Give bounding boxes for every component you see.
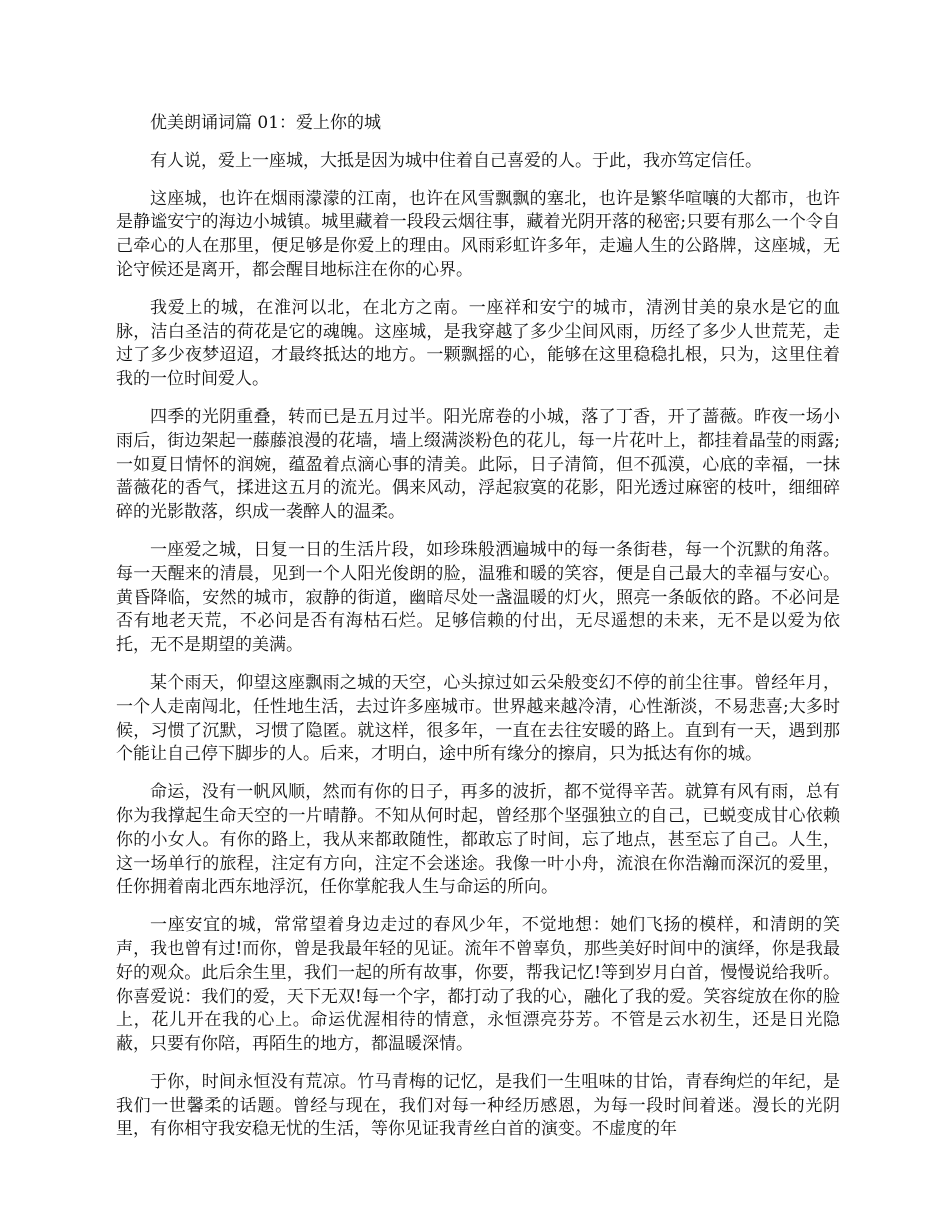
paragraph-5: 一座爱之城，日复一日的生活片段，如珍珠般洒遍城中的每一条街巷，每一个沉默的角落。每一天醒来的清晨，见到一个人阳光俊朗的脸，温雅和暖的笑容，便是自己最大的幸福与安心。黄昏降临，安然的城市，寂静的街道，幽暗尽处一盏温暖的灯火，照亮一条皈依的路。不必问是否有地老天荒，不必问是否有海枯石烂。足够信赖的付出，无尽遥想的未来，无不是以爱为依托，无不是期望的美满。 — [116, 539, 840, 656]
paragraph-2: 这座城，也许在烟雨濛濛的江南，也许在风雪飘飘的塞北，也许是繁华喧嚷的大都市，也许是静谧安宁的海边小城镇。城里藏着一段段云烟往事，藏着光阴开落的秘密;只要有那么一个令自己牵心的人在那里，便足够是你爱上的理由。风雨彩虹许多年，走遍人生的公路牌，这座城，无论守候还是离开，都会醒目地标注在你的心界。 — [116, 188, 840, 280]
paragraph-3: 我爱上的城，在淮河以北，在北方之南。一座祥和安宁的城市，清洌甘美的泉水是它的血脉，洁白圣洁的荷花是它的魂魄。这座城，是我穿越了多少尘间风雨，历经了多少人世荒芜，走过了多少夜梦迢迢，才最终抵达的地方。一颗飘摇的心，能够在这里稳稳扎根，只为，这里住着我的一位时间爱人。 — [116, 297, 840, 390]
paragraph-7: 命运，没有一帆风顺，然而有你的日子，再多的波折，都不觉得辛苦。就算有风有雨，总有你为我撑起生命天空的一片晴静。不知从何时起，曾经那个坚强独立的自己，已蜕变成甘心依赖你的小女人。有你的路上，我从来都敢随性，都敢忘了时间，忘了地点，甚至忘了自己。人生，这一场单行的旅程，注定有方向，注定不会迷途。我像一叶小舟，流浪在你浩瀚而深沉的爱里，任你拥着南北西东地浮沉，任你掌舵我人生与命运的所向。 — [116, 782, 840, 898]
paragraph-1: 有人说，爱上一座城，大抵是因为城中住着自己喜爱的人。于此，我亦笃定信任。 — [150, 150, 762, 171]
paragraph-9: 于你，时间永恒没有荒凉。竹马青梅的记忆，是我们一生咀味的甘饴，青春绚烂的年纪，是我们一世馨柔的话题。曾经与现在，我们对每一种经历感恩，为每一段时间着迷。漫长的光阴里，有你相守我安稳无忧的生活，等你见证我青丝白首的演变。不虚度的年 — [116, 1071, 840, 1140]
paragraph-6: 某个雨天，仰望这座飘雨之城的天空，心头掠过如云朵般变幻不停的前尘往事。曾经年月，一个人走南闯北，任性地生活，去过许多座城市。世界越来越冷清，心性渐淡，不易悲喜;大多时候，习惯了沉默，习惯了隐匿。就这样，很多年，一直在去往安暖的路上。直到有一天，遇到那个能让自己停下脚步的人。后来，才明白，途中所有缘分的擦肩，只为抵达有你的城。 — [116, 672, 840, 765]
paragraph-4: 四季的光阴重叠，转而已是五月过半。阳光席卷的小城，落了丁香，开了蔷薇。昨夜一场小雨后，街边架起一藤藤浪漫的花墙，墙上缀满淡粉色的花儿，每一片花叶上，都挂着晶莹的雨露;一如夏日情怀的润婉，蕴盈着点滴心事的清美。此际，日子清简，但不孤漠，心底的幸福，一抹蔷薇花的香气，揉进这五月的流光。偶来风动，浮起寂寞的花影，阳光透过麻密的枝叶，细细碎碎的光影散落，织成一袭醉人的温柔。 — [116, 406, 840, 523]
document-page — [116, 112, 840, 1142]
paragraph-8: 一座安宜的城，常常望着身边走过的春风少年，不觉地想：她们飞扬的模样，和清朗的笑声，我也曾有过!而你，曾是我最年轻的见证。流年不曾辜负，那些美好时间中的演绎，你是我最好的观众。此后余生里，我们一起的所有故事，你要，帮我记忆!等到岁月白首，慢慢说给我听。你喜爱说：我们的爱，天下无双!每一个字，都打动了我的心，融化了我的爱。笑容绽放在你的脸上，花儿开在我的心上。命运优渥相待的情意，永恒漂亮芬芳。不管是云水初生，还是日光隐蔽，只要有你陪，再陌生的地方，都温暖深情。 — [116, 915, 840, 1055]
document-title: 优美朗诵词篇 01：爱上你的城 — [150, 113, 382, 133]
